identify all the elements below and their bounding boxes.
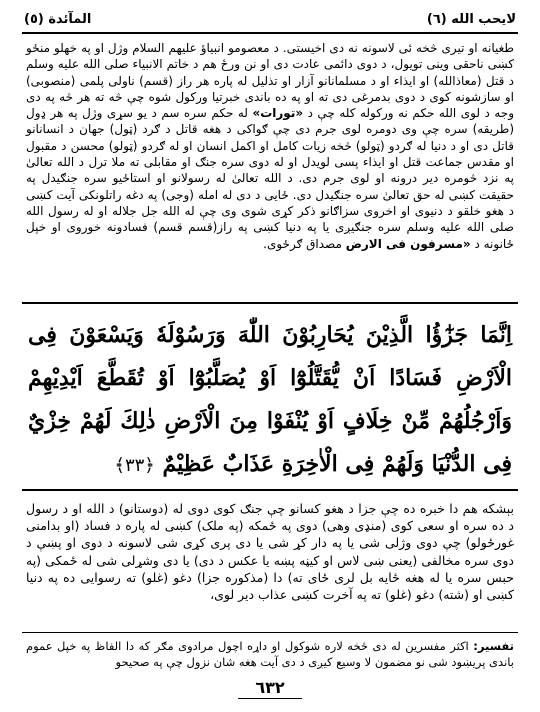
intro-text-2: له حکم سره سم د يو سړى وژل په هر ډول (طريقه) سره چې وى دومره لوى جرم دى چې ګواکى د هغه قاتل د ګرد (ټول) جهان د انسانانو قاتل دى او د دنيا له ګردو (ټولو) څخه زيات کامل او اکمل انسان او له ګردو (ټولو) محسن د مقبول او مقدس جماعت قتل او ايذاء پسى لويدل او له دوى سره جنګ او مقابلى ته ملا ترل د الله تعالىٰ په نزد څومره دير درونه او لوى جرم دى. د الله تعالىٰ له رسولانو او استاځيو سره جنګيدل په حقيقت کښى له حق تعالىٰ سره جنګيدل دى. ځايى د دى له امله (وجى) په دغه راتلونکى آيت کښى د هغو خلقو د دنيوى او اخروى سزاګانو ذکر کړى شوى وى چې له الله جل جلاله او له رسول الله صلى الله عليه وسلم سره جنګيږى يا په دنيا کښى په راز(قسم قسم) فسادونه خوروى او خپل ځانونه د — [26, 106, 514, 251]
header-surah-title: المآئدة (٥) — [24, 11, 92, 27]
verse-bottom-divider — [22, 489, 518, 491]
intro-text-1: طغيانه او تيرى څخه ئى لاسونه نه دى اخيستى. د معصومو انبياؤ عليهم السلام وژل او په خهلو منځو کښى ناحقى وينى تويول، د دوى دائمى عادت دى او نن ورځ هم د خاتم الانبياء صلى الله عليه وسلم د قتل (معاذالله) او ايذاء او د مسلمانانو آزار او تذليل له پاره هر راز (قسم) ناولى پلمى (منصوبى) او سازشونه کوى د دوى بدمرغى دى ته او په ده باندى خبرتيا ورکول شوه چې څه ته هر څه په دى وجه د لوى الله حکم نه ورکوله کله چې د — [26, 41, 514, 121]
header-part-title: لايحب الله (٦) — [426, 11, 516, 27]
verse-top-divider — [22, 302, 518, 304]
translation-text: بېشکه هم دا خبره ده چې جزا د هغو کسانو چې جنګ کوى دوى له (دوستانو) د الله او د رسول د ده سره او سعى کوى (منډى وهى) دوى په ځمکه (په ملک) کښى له پاره د فساد (او بدامنى غورځولو) چې دوى وژلى شى يا په دار کړ شى يا دى پرى کړى شى لاسونه د دوى او پښې د دوى سره مخالفى (يعنى ښى لاس او کيڼه پښه يا عکس د دى) يا دى وشړلى شى له ځمکى (په حبس سره يا له هغه ځايه بل لرى ځاى ته) دا (مذکوره جزا) دغو (غلو) ته رسوايى ده په دنيا کښى او (شته) دغو (غلو) ته په آخرت کښى عذاب دير لوى، — [26, 501, 514, 603]
page-number-underline — [238, 698, 302, 699]
tafsir-divider — [22, 632, 518, 633]
page-header — [24, 8, 516, 30]
intro-text-3: مصداق ګرځوى. — [263, 236, 346, 251]
tafsir-label: تفسير: — [473, 639, 514, 653]
quran-verse — [28, 314, 512, 487]
page-number: ٦٣٢ — [255, 678, 285, 697]
translation-paragraph — [26, 500, 514, 603]
intro-bold-musrifun: «مسرفون فى الارض — [345, 236, 471, 251]
intro-bold-torah: «تورات» — [252, 106, 304, 121]
verse-end-mark: ﴿٣٣﴾ — [114, 455, 155, 476]
header-divider — [22, 32, 518, 34]
verse-text: اِنَّمَا جَزٰٓؤُا الَّذِيْنَ يُحَارِبُوْنَ اللّٰهَ وَرَسُوْلَهٗ وَيَسْعَوْنَ فِى الْاَرْضِ فَسَادًا اَنْ يُّقَتَّلُوْٓا اَوْ يُصَلَّبُوْٓا اَوْ تُقَطَّعَ اَيْدِيْهِمْ وَاَرْجُلُهُمْ مِّنْ خِلَافٍ اَوْ يُنْفَوْا مِنَ الْاَرْضِ ذٰلِكَ لَهُمْ خِزْيٌ فِى الدُّنْيَا وَلَهُمْ فِى الْاٰخِرَةِ عَذَابٌ عَظِيْمٌ — [28, 322, 512, 477]
tafsir-text: اکثر مفسرين له دى څخه لاره شوکول او داړه اچول مرادوى مګر که دا الفاظ په خپل عموم باندى پريښود شى نو مضمون لا وسيع کيږى د دى آيت هغه شان نزول چې په صحيحو — [26, 639, 514, 669]
tafsir-paragraph — [26, 638, 514, 670]
intro-paragraph — [26, 40, 514, 252]
